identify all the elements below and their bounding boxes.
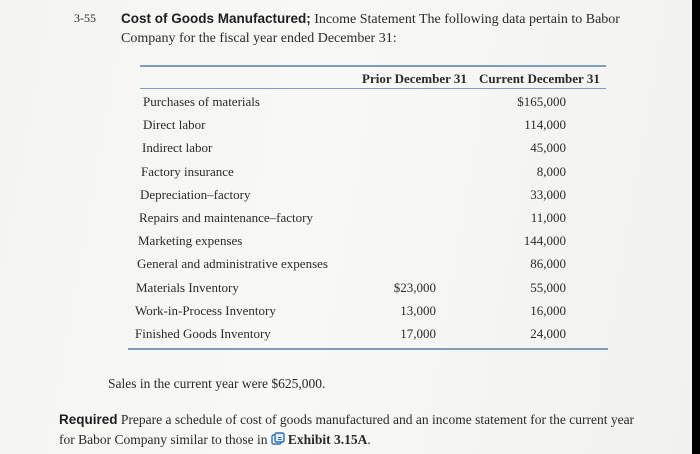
problem-title-rest: Income Statement The following data pertain to Babor: [310, 12, 620, 27]
row-current-value: 144,000: [523, 233, 566, 249]
required-text: Prepare a schedule of cost of goods manufactured and an income statement for the current year for Babor Company similar to those in: [59, 412, 635, 447]
row-current-value: 16,000: [530, 302, 566, 318]
required-instructions: [59, 410, 639, 450]
table-row: [0, 231, 692, 254]
row-prior-value: 13,000: [400, 302, 436, 318]
row-current-value: 45,000: [530, 140, 566, 156]
row-label: Materials Inventory: [136, 279, 239, 295]
row-current-value: 114,000: [524, 117, 566, 133]
problem-number: 3-55: [74, 11, 96, 25]
row-current-value: 11,000: [530, 209, 566, 225]
row-label: Direct labor: [143, 117, 206, 133]
row-current-value: $165,000: [517, 94, 566, 109]
table-top-rule: [140, 65, 606, 67]
problem-title: Cost of Goods Manufactured;: [121, 11, 311, 26]
table-row: [0, 278, 692, 301]
table-row: [0, 208, 692, 231]
row-label: Indirect labor: [142, 140, 213, 156]
row-label: Marketing expenses: [138, 233, 243, 249]
row-label: Purchases of materials: [143, 94, 260, 109]
row-current-value: 33,000: [530, 186, 566, 202]
table-header-rule: [140, 88, 606, 89]
column-header-prior: Prior December 31: [362, 71, 467, 86]
table-row: [0, 138, 692, 161]
table-row: [0, 254, 692, 277]
table-row: [0, 324, 692, 347]
row-current-value: 8,000: [536, 163, 566, 179]
table-row: [0, 115, 692, 138]
table-row: [0, 301, 692, 324]
row-prior-value: 17,000: [400, 325, 436, 341]
column-header-current: Current December 31: [479, 71, 600, 86]
row-prior-value: $23,000: [393, 279, 436, 295]
row-label: General and administrative expenses: [137, 256, 328, 272]
row-label: Depreciation–factory: [140, 186, 251, 202]
table-bottom-rule: [128, 348, 608, 350]
problem-heading: [121, 9, 661, 48]
sales-note: Sales in the current year were $625,000.: [108, 376, 326, 391]
row-label: Repairs and maintenance–factory: [139, 209, 313, 225]
problem-title-line2: Company for the fiscal year ended December 31:: [121, 31, 397, 46]
row-label: Finished Goods Inventory: [135, 325, 271, 341]
external-link-icon: [271, 432, 285, 446]
table-row: [0, 92, 692, 115]
row-current-value: 86,000: [530, 256, 566, 272]
table-row: [0, 185, 692, 208]
row-current-value: 55,000: [530, 279, 566, 295]
row-current-value: 24,000: [530, 325, 566, 341]
table-row: [0, 162, 692, 185]
required-label: Required: [59, 412, 118, 427]
data-table-body: [0, 92, 692, 347]
exhibit-link-text: Exhibit 3.15A: [287, 432, 368, 447]
row-label: Factory insurance: [141, 163, 234, 179]
exhibit-link[interactable]: [271, 432, 371, 447]
required-end: .: [367, 432, 371, 447]
row-label: Work-in-Process Inventory: [135, 302, 276, 318]
